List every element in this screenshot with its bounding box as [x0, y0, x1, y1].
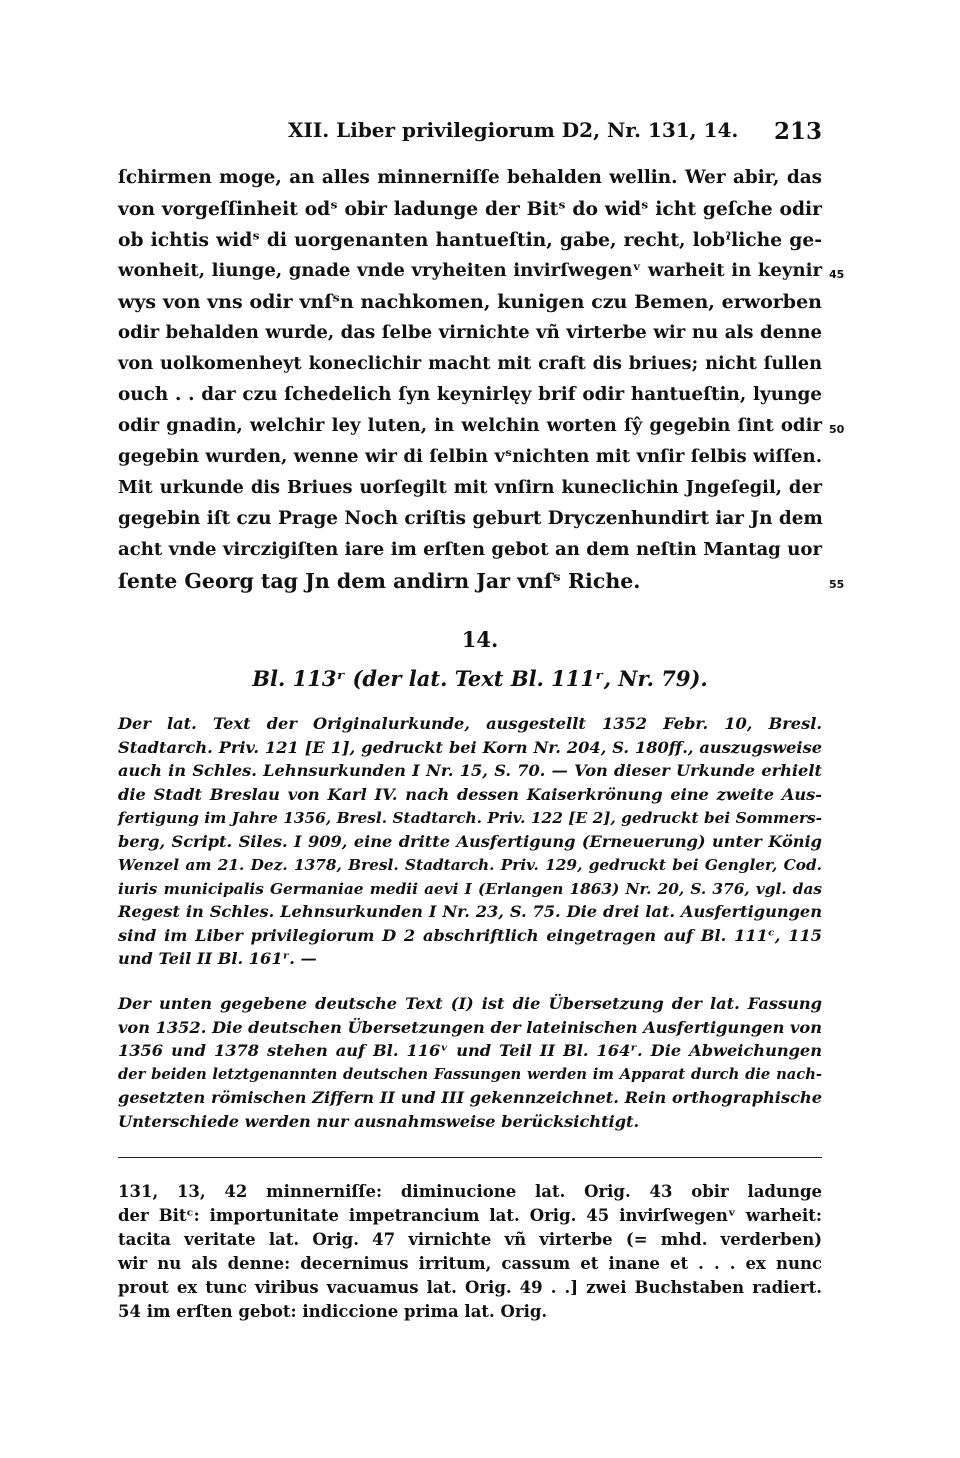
section-number: 14. — [461, 627, 499, 652]
text-line: Mit urkunde dis Briues uorſegilt mit vnſirn kuneclichin Jngeſegil, der — [118, 477, 822, 498]
line-margin-number: 50 — [829, 423, 845, 436]
running-title: XII. Liber privilegiorum D2, Nr. 131, 14. — [288, 118, 739, 142]
note-line: Der unten gegebene deutsche Text (I) ist die Übersetzung der lat. Fassung — [118, 994, 822, 1013]
note-line: 1356 und 1378 stehen auf Bl. 116ᵛ und Teil II Bl. 164ʳ. Die Abweichungen — [118, 1041, 822, 1060]
text-line: von uolkomenheyt koneclichir macht mit craft dis briues; nicht ſullen — [118, 353, 822, 374]
note-line: auch in Schles. Lehnsurkunden I Nr. 15, S. 70. — Von dieser Urkunde erhielt — [118, 761, 822, 780]
note-line: sind im Liber privilegiorum D 2 abschriftlich eingetragen auf Bl. 111ᶜ, 115 — [118, 925, 822, 945]
note-line: von 1352. Die deutschen Übersetzungen der lateinischen Ausfertigungen von — [118, 1017, 822, 1037]
note-line: Der lat. Text der Originalurkunde, ausgestellt 1352 Febr. 10, Bresl. — [118, 714, 822, 733]
text-line: ſchirmen moge, an alles minnerniſſe behalden wellin. Wer abir, das — [118, 167, 822, 188]
note-line: die Stadt Breslau von Karl IV. nach dessen Kaiserkrönung eine zweite Aus- — [118, 784, 822, 804]
text-line: odir gnadin, welchir ley luten, in welchin worten ſŷ gegebin ſint odir — [118, 415, 822, 436]
footnote-line: der Bitᶜ: importunitate impetrancium lat. Orig. 45 invirſwegenᵛ warheit: — [118, 1206, 822, 1225]
section-reference: Bl. 113ʳ (der lat. Text Bl. 111ʳ, Nr. 79). — [252, 666, 708, 691]
text-line: ob ichtis widˢ di uorgenanten hantueſtin, gabe, recht, lobˀliche ge- — [118, 229, 822, 251]
footnote-line: tacita veritate lat. Orig. 47 virnichte vñ virterbe (= mhd. verderben) — [118, 1230, 822, 1249]
note-line: iuris municipalis Germaniae medii aevi I (Erlangen 1863) Nr. 20, S. 376, vgl. das — [118, 879, 822, 898]
footnote-divider — [118, 1157, 822, 1158]
note-line: Unterschiede werden nur ausnahmsweise berücksichtigt. — [118, 1111, 640, 1131]
line-margin-number: 45 — [829, 268, 845, 281]
text-line: von vorgeſſinheit odˢ obir ladunge der Bitˢ do widˢ icht geſche odir — [118, 198, 822, 220]
text-line: acht vnde virczigiſten iare im erſten gebot an dem neſtin Mantag uor — [118, 539, 822, 560]
text-line: wonheit, liunge, gnade vnde vryheiten invirſwegenᵛ warheit in keynir — [118, 260, 822, 281]
text-line: ouch . . dar czu ſchedelich ſyn keynirlęy brif odir hantueſtin, lyunge — [118, 384, 822, 405]
text-line: odir behalden wurde, das ſelbe virnichte vñ virterbe wir nu als denne — [118, 322, 822, 343]
page-number: 213 — [773, 118, 822, 145]
note-line: Stadtarch. Priv. 121 [E 1], gedruckt bei Korn Nr. 204, S. 180ff., auszugsweise — [118, 737, 822, 757]
text-line: wys von vns odir vnſˢn nachkomen, kunigen czu Bemen, erworben — [118, 291, 822, 313]
footnote-line: 54 im erſten gebot: indiccione prima lat. Orig. — [118, 1302, 548, 1321]
note-line: berg, Script. Siles. I 909, eine dritte Ausfertigung (Erneuerung) unter König — [118, 831, 822, 851]
page-header — [288, 118, 822, 148]
text-line: ſente Georg tag Jn dem andirn Jar vnſˢ Riche. — [118, 569, 641, 593]
footnote-line: 131, 13, 42 minnerniſſe: diminucione lat. Orig. 43 obir ladunge — [118, 1182, 822, 1201]
footnote-line: wir nu als denne: decernimus irritum, cassum et inane et . . . ex nunc — [118, 1254, 822, 1273]
text-line: gegebin iſt czu Prage Noch criſtis geburt Dryczenhundirt iar Jn dem — [118, 508, 823, 529]
note-line: Wenzel am 21. Dez. 1378, Bresl. Stadtarch. Priv. 129, gedruckt bei Gengler, Cod. — [118, 856, 822, 874]
note-line: Regest in Schles. Lehnsurkunden I Nr. 23, S. 75. Die drei lat. Ausfertigungen — [118, 902, 822, 921]
note-line: und Teil II Bl. 161ʳ. — — [118, 949, 317, 968]
line-margin-number: 55 — [829, 578, 845, 591]
text-line: gegebin wurden, wenne wir di ſelbin vˢnichten mit vnſir ſelbis wiſſen. — [118, 446, 822, 467]
footnote-line: prout ex tunc viribus vacuamus lat. Orig. 49 . .] zwei Buchstaben radiert. — [118, 1278, 822, 1297]
note-line: fertigung im Jahre 1356, Bresl. Stadtarch. Priv. 122 [E 2], gedruckt bei Sommers- — [118, 809, 822, 827]
note-line: der beiden letztgenannten deutschen Fassungen werden im Apparat durch die nach- — [118, 1065, 822, 1083]
note-line: gesetzten römischen Ziffern II und III gekennzeichnet. Rein orthographische — [118, 1088, 822, 1107]
